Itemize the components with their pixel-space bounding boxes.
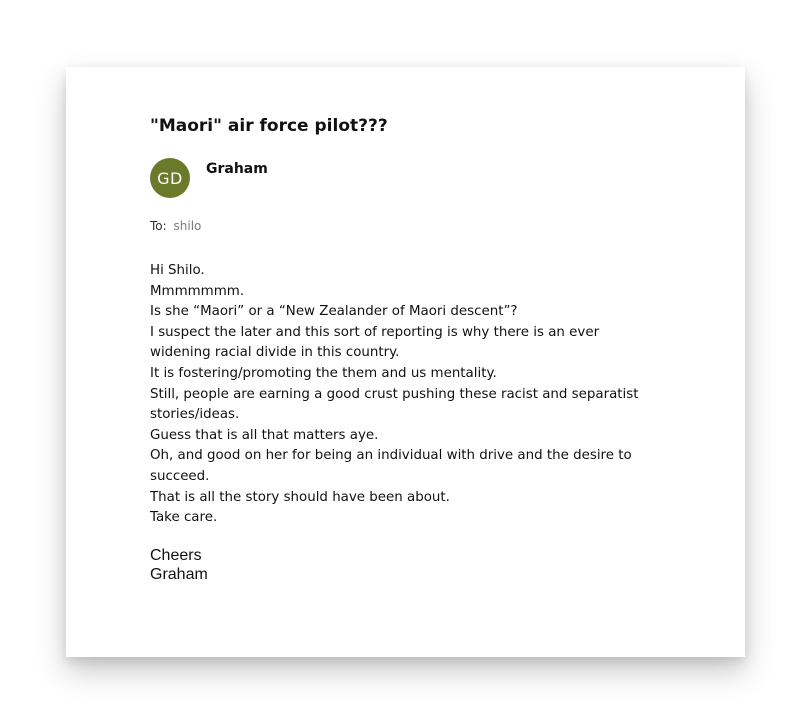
body-line: Hi Shilo. xyxy=(150,263,205,278)
sender-initials: GD xyxy=(157,168,183,188)
sender-avatar[interactable] xyxy=(150,158,190,198)
body-line: That is all the story should have been about. xyxy=(150,489,450,505)
body-line: Mmmmmmm. xyxy=(150,283,245,299)
body-line: Oh, and good on her for being an individual with drive and the desire to xyxy=(150,448,632,464)
body-line: Take care. xyxy=(150,510,218,526)
recipient-row xyxy=(150,219,201,233)
body-line: Is she “Maori” or a “New Zealander of Maori descent”? xyxy=(150,304,518,320)
redacted-sender-address xyxy=(269,164,359,178)
body-line: widening racial divide in this country. xyxy=(150,345,400,361)
to-label: To: xyxy=(150,219,167,233)
email-signoff xyxy=(150,546,208,584)
signoff-name: Graham xyxy=(150,566,208,583)
body-line: It is fostering/promoting the them and us mentality. xyxy=(150,365,497,381)
body-line: I suspect the later and this sort of reporting is why there is an ever xyxy=(150,324,600,340)
recipient-name[interactable]: shilo xyxy=(173,219,202,233)
signoff-closing: Cheers xyxy=(150,547,202,564)
email-card xyxy=(66,67,745,657)
sender-name[interactable]: Graham xyxy=(206,161,268,177)
email-body xyxy=(150,261,650,529)
body-line: Still, people are earning a good crust pushing these racist and separatist xyxy=(150,386,639,402)
body-line: succeed. xyxy=(150,468,210,484)
email-subject: "Maori" air force pilot??? xyxy=(150,116,388,136)
body-line: Guess that is all that matters aye. xyxy=(150,427,379,443)
body-line: stories/ideas. xyxy=(150,407,240,423)
